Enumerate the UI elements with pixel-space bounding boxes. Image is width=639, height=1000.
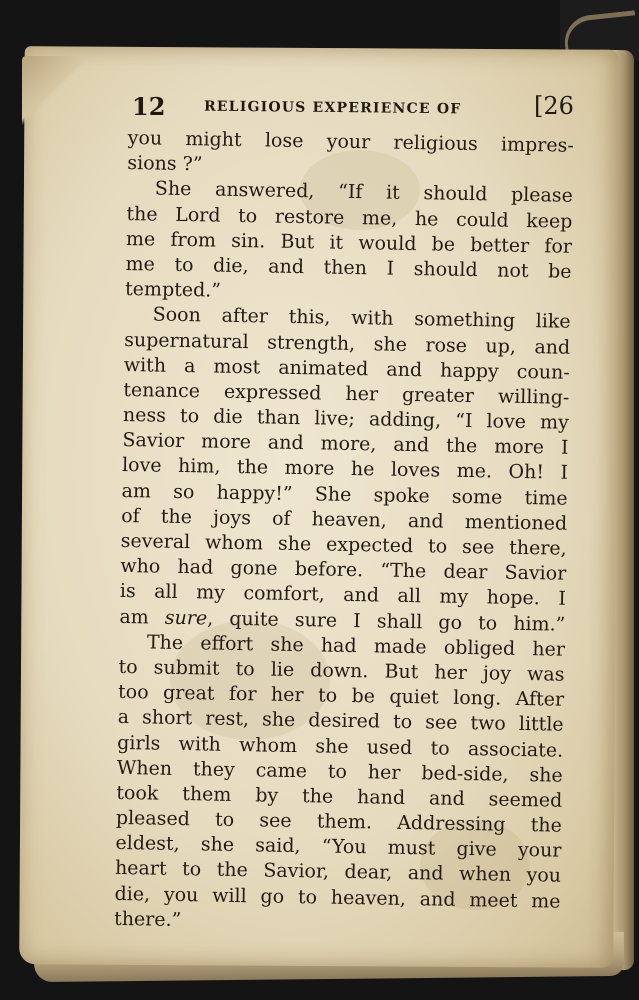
text-line: ness to die than live; adding, “I love my [122, 404, 570, 434]
text-line: love him, the more he loves me. Oh! I [121, 454, 569, 485]
section-mark: [26 [534, 92, 574, 120]
page-corner-fold [22, 56, 92, 126]
text-line: girls with whom she used to associate. [117, 731, 564, 762]
text-line: pleased to see them. Addressing the [115, 806, 563, 837]
text-line: sions ?” [127, 152, 203, 176]
text-line: is all my comfort, and all my hope. I [119, 580, 567, 611]
text-line: me to die, and then I should not be [125, 252, 572, 283]
text-line: The effort she had made obliged her [146, 631, 566, 661]
text-line: heart to the Savior, dear, and when you [114, 857, 562, 888]
text-line: of the joys of heaven, and mentioned [121, 504, 568, 535]
text-line: too great for her to be quiet long. After [117, 681, 565, 711]
page-header [132, 92, 572, 128]
text-fragment: , quite sure I shall go to him.” [207, 607, 566, 636]
text-line: who had gone before. “The dear Savior [120, 555, 567, 585]
text-line: tempted.” [124, 278, 222, 302]
text-line: a short rest, she desired to see two little [117, 706, 564, 737]
text-line: She answered, “If it should please [154, 177, 574, 208]
page-number: 12 [132, 92, 166, 121]
text-line: to submit to lie down. But her joy was [118, 655, 565, 686]
emphasis-sure: sure [164, 606, 208, 630]
text-line: am so happy!” She spoke some time [121, 479, 568, 510]
text-line: tenance expressed her greater willing- [123, 378, 570, 409]
text-line: supernatural strength, she rose up, and [124, 328, 571, 359]
running-head: RELIGIOUS EXPERIENCE OF [203, 98, 462, 118]
text-line: die, you will go to heaven, and meet me [114, 882, 561, 913]
text-line: took them by the hand and seemed [116, 781, 563, 812]
text-line: Soon after this, with something like [152, 303, 571, 334]
body-text [114, 126, 574, 940]
text-line: with a most animated and happy coun- [123, 353, 570, 384]
text-line: me from sin. But it would be better for [125, 227, 573, 258]
text-line: eldest, she said, “You must give your [115, 832, 562, 862]
text-line: there.” [113, 907, 182, 931]
text-fragment: am [119, 605, 166, 629]
text-line: Savior more and more, and the more I [122, 429, 569, 459]
text-line: the Lord to restore me, he could keep [126, 202, 573, 233]
text-line: When they came to her bed-side, she [116, 756, 563, 787]
text-line: several whom she expected to see there, [120, 529, 567, 560]
text-line: you might lose your religious impres- [127, 126, 574, 157]
